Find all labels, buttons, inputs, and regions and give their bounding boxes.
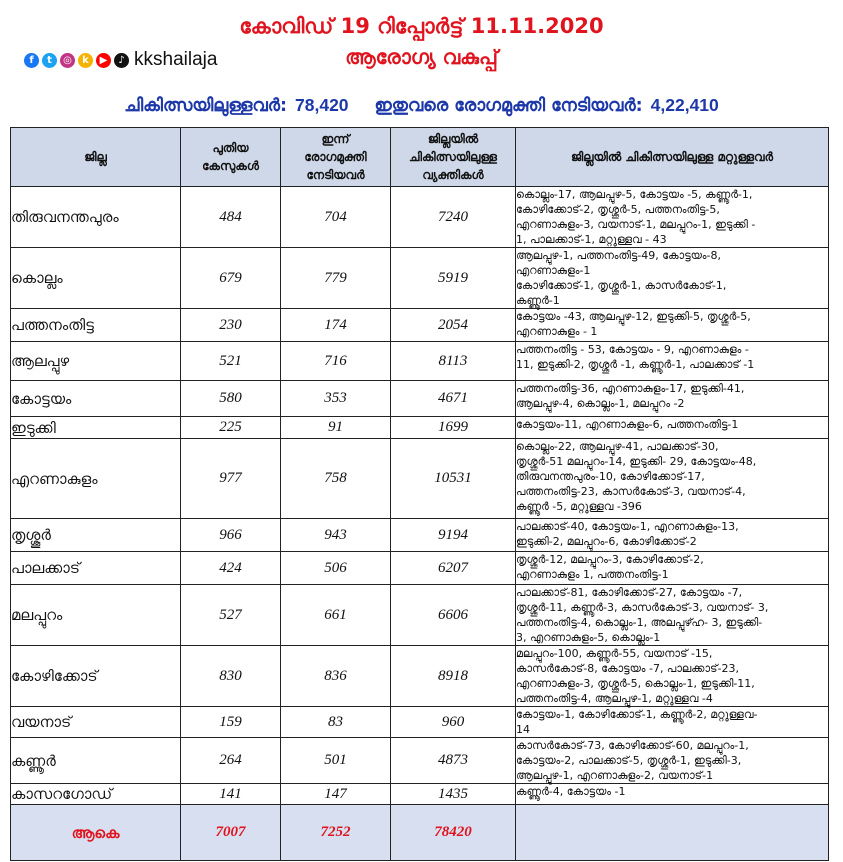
- recovered-cell: 716: [281, 342, 391, 381]
- others-line: തൃശ്ശൂർ-11, കണ്ണൂർ-3, കാസർകോട്-3, വയനാട്- 3,: [516, 601, 769, 614]
- others-line: പത്തനംതിട്ട-4, കൊല്ലം-1, അലപ്പുഴ്ഹ- 3, ഇടുക്കി-: [516, 616, 763, 629]
- table-row: [11, 417, 829, 439]
- others-line: കോഴിക്കോട്-2, തൃശ്ശൂർ-5, പത്തനംതിട്ട-5,: [516, 203, 720, 216]
- others-line: പാലക്കാട്-40, കോട്ടയം-1, എറണാകുളം-13,: [516, 520, 739, 533]
- others-cell: [516, 309, 829, 342]
- report-title: കോവിഡ് 19 റിപ്പോർട്ട് 11.11.2020: [239, 14, 604, 38]
- total-label: ആകെ: [11, 805, 181, 861]
- district-cell: തിരുവനന്തപുരം: [11, 187, 181, 248]
- recovered-cell: 174: [281, 309, 391, 342]
- active-cell: 4873: [391, 738, 516, 784]
- new-cases-cell: 264: [181, 738, 281, 784]
- recovered-cell: 91: [281, 417, 391, 439]
- district-cell: ആലപ്പുഴ: [11, 342, 181, 381]
- district-cell: പാലക്കാട്: [11, 552, 181, 585]
- others-line: ആലപ്പുഴ-1, പത്തനംതിട്ട-49, കോട്ടയം-8,: [516, 249, 721, 262]
- others-cell: [516, 381, 829, 417]
- table-row: [11, 439, 829, 519]
- others-line: തൃശ്ശൂർ-51 മലപ്പുറം-14, ഇടുക്കി- 29, കോട്ടയം-48,: [516, 455, 757, 468]
- facebook-icon: f: [24, 53, 39, 68]
- others-cell: [516, 417, 829, 439]
- others-line: കോട്ടയം-11, എറണാകുളം-6, പത്തനംതിട്ട-1: [516, 418, 739, 431]
- others-line: പത്തനംതിട്ട-4, ആലപ്പുഴ-1, മറ്റുള്ളവ -4: [516, 692, 713, 705]
- new-cases-cell: 484: [181, 187, 281, 248]
- tiktok-icon: ♪: [114, 53, 129, 68]
- column-header: പുതിയ കേസുകൾ: [181, 128, 281, 187]
- others-line: കോട്ടയം-2, പാലക്കാട്-5, തൃശ്ശൂർ-1, ഇടുക്കി-3,: [516, 754, 742, 767]
- table-row: [11, 585, 829, 646]
- others-line: കോട്ടയം -43, ആലപ്പുഴ-12, ഇടുക്കി-5, തൃശ്ശൂർ-5,: [516, 310, 751, 323]
- district-cell: കണ്ണൂർ: [11, 738, 181, 784]
- table-header-row: [11, 128, 829, 187]
- active-cell: 960: [391, 707, 516, 738]
- new-cases-cell: 580: [181, 381, 281, 417]
- others-cell: [516, 519, 829, 552]
- new-cases-cell: 159: [181, 707, 281, 738]
- others-line: തിരുവനന്തപുരം-10, കോഴിക്കോട്-17,: [516, 470, 705, 483]
- new-cases-cell: 141: [181, 784, 281, 805]
- table-row: [11, 381, 829, 417]
- active-cell: 6207: [391, 552, 516, 585]
- others-line: പത്തനംതിട്ട - 53, കോട്ടയം - 9, എറണാകുളം -: [516, 343, 749, 356]
- table-row: [11, 309, 829, 342]
- active-cell: 1435: [391, 784, 516, 805]
- report-subtitle: ആരോഗ്യ വകുപ്പ്: [345, 45, 498, 69]
- table-row: [11, 519, 829, 552]
- others-line: 1, പാലക്കാട്-1, മറ്റുള്ളവ - 43: [516, 233, 667, 246]
- table-row: [11, 187, 829, 248]
- new-cases-cell: 830: [181, 646, 281, 707]
- others-line: എറണാകുളം-3, വയനാട്-1, മലപ്പുറം-1, ഇടുക്കി -: [516, 218, 756, 231]
- district-cell: ഇടുക്കി: [11, 417, 181, 439]
- new-cases-cell: 225: [181, 417, 281, 439]
- others-line: കോട്ടയം-1, കോഴിക്കോട്-1, കണ്ണൂർ-2, മറ്റുള്ളവ-: [516, 708, 758, 721]
- others-line: തൃശ്ശൂർ-12, മലപ്പുറം-3, കോഴിക്കോട്-2,: [516, 553, 704, 566]
- district-cell: കാസറഗോഡ്: [11, 784, 181, 805]
- new-cases-cell: 527: [181, 585, 281, 646]
- under-treatment-label: ചികിത്സയിലുള്ളവർ:: [124, 96, 288, 116]
- new-cases-cell: 679: [181, 248, 281, 309]
- others-cell: [516, 784, 829, 805]
- social-handle: kkshailaja: [134, 49, 218, 70]
- total-row: [11, 805, 829, 861]
- others-cell: [516, 585, 829, 646]
- new-cases-cell: 966: [181, 519, 281, 552]
- others-line: കോഴിക്കോട്-1, തൃശ്ശൂർ-1, കാസർകോട്-1,: [516, 279, 727, 292]
- others-cell: [516, 707, 829, 738]
- column-header: ജില്ലയിൽ ചികിത്സയിലുള്ള വ്യക്തികൾ: [391, 128, 516, 187]
- others-line: ഇടുക്കി-2, മലപ്പുറം-6, കോഴിക്കോട്-2: [516, 535, 697, 548]
- others-line: എറണാകുളം-1: [516, 264, 591, 277]
- others-line: കൊല്ലം-22, ആലപ്പുഴ-41, പാലക്കാട്-30,: [516, 440, 719, 453]
- others-line: കണ്ണൂർ-4, കോട്ടയം -1: [516, 785, 626, 798]
- table-row: [11, 342, 829, 381]
- recovered-cell: 704: [281, 187, 391, 248]
- others-line: കണ്ണൂർ -5, മറ്റുള്ളവ -396: [516, 500, 642, 513]
- active-cell: 10531: [391, 439, 516, 519]
- recovered-cell: 758: [281, 439, 391, 519]
- others-line: ആലപ്പുഴ-4, കൊല്ലം-1, മലപ്പുറം -2: [516, 397, 685, 410]
- others-line: കൊല്ലം-17, ആലപ്പുഴ-5, കോട്ടയം -5, കണ്ണൂർ-1,: [516, 188, 753, 201]
- total-new-cases: 7007: [181, 805, 281, 861]
- column-header: ഇന്ന് രോഗമുക്തി നേടിയവർ: [281, 128, 391, 187]
- district-cell: എറണാകുളം: [11, 439, 181, 519]
- district-cell: കൊല്ലം: [11, 248, 181, 309]
- table-row: [11, 646, 829, 707]
- new-cases-cell: 977: [181, 439, 281, 519]
- recovered-cell: 779: [281, 248, 391, 309]
- others-line: 14: [516, 723, 530, 736]
- others-line: കാസർകോട്-8, കോട്ടയം -7, പാലക്കാട്-23,: [516, 662, 739, 675]
- others-cell: [516, 248, 829, 309]
- active-cell: 2054: [391, 309, 516, 342]
- recovered-cell: 501: [281, 738, 391, 784]
- new-cases-cell: 230: [181, 309, 281, 342]
- others-cell: [516, 439, 829, 519]
- district-cell: കോട്ടയം: [11, 381, 181, 417]
- new-cases-cell: 424: [181, 552, 281, 585]
- district-cell: തൃശ്ശൂർ: [11, 519, 181, 552]
- column-header: ജില്ലയിൽ ചികിത്സയിലുള്ള മറ്റുള്ളവർ: [516, 128, 829, 187]
- others-line: മലപ്പുറം-100, കണ്ണൂർ-55, വയനാട് -15,: [516, 647, 713, 660]
- recovered-cell: 943: [281, 519, 391, 552]
- column-header: ജില്ല: [11, 128, 181, 187]
- others-line: എറണാകുളം 1, പത്തനംതിട്ട-1: [516, 568, 669, 581]
- others-line: 3, എറണാകുളം-5, കൊല്ലം-1: [516, 631, 661, 644]
- total-others-cell: [516, 805, 829, 861]
- others-cell: [516, 187, 829, 248]
- table-row: [11, 552, 829, 585]
- active-cell: 8113: [391, 342, 516, 381]
- others-line: ആലപ്പുഴ-1, എറണാകുളം-2, വയനാട്-1: [516, 769, 714, 782]
- district-cell: മലപ്പുറം: [11, 585, 181, 646]
- active-cell: 5919: [391, 248, 516, 309]
- total-recovered: 7252: [281, 805, 391, 861]
- recovered-cell: 83: [281, 707, 391, 738]
- instagram-icon: ◎: [60, 53, 75, 68]
- active-cell: 7240: [391, 187, 516, 248]
- table-row: [11, 707, 829, 738]
- others-line: പത്തനംതിട്ട-23, കാസർകോട്-3, വയനാട്-4,: [516, 485, 746, 498]
- table-row: [11, 738, 829, 784]
- twitter-icon: t: [42, 53, 57, 68]
- active-cell: 4671: [391, 381, 516, 417]
- under-treatment-value: 78,420: [295, 95, 349, 115]
- summary-line: [0, 95, 843, 116]
- district-cell: കോഴിക്കോട്: [11, 646, 181, 707]
- recovered-cell: 836: [281, 646, 391, 707]
- others-cell: [516, 738, 829, 784]
- youtube-icon: ▶: [96, 53, 111, 68]
- new-cases-cell: 521: [181, 342, 281, 381]
- recovered-cell: 506: [281, 552, 391, 585]
- district-table: [10, 127, 829, 861]
- others-cell: [516, 552, 829, 585]
- recovered-cell: 353: [281, 381, 391, 417]
- recovered-label: ഇതുവരെ രോഗമുക്തി നേടിയവർ:: [374, 96, 643, 116]
- others-line: പത്തനംതിട്ട-36, എറണാകുളം-17, ഇടുക്കി-41,: [516, 382, 745, 395]
- active-cell: 1699: [391, 417, 516, 439]
- recovered-value: 4,22,410: [650, 95, 719, 115]
- others-line: എറണാകുളം-3, തൃശ്ശൂർ-5, കൊല്ലം-1, ഇടുക്കി-11,: [516, 677, 755, 690]
- others-line: 11, ഇടുക്കി-2, തൃശ്ശൂർ -1, കണ്ണൂർ-1, പാലക്കാട് -1: [516, 358, 755, 371]
- others-line: പാലക്കാട്-81, കോഴിക്കോട്-27, കോട്ടയം -7,: [516, 586, 743, 599]
- others-line: കാസർകോട്-73, കോഴിക്കോട്-60, മലപ്പുറം-1,: [516, 739, 749, 752]
- active-cell: 9194: [391, 519, 516, 552]
- table-row: [11, 784, 829, 805]
- others-line: എറണാകുളം - 1: [516, 325, 598, 338]
- koo-icon: k: [78, 53, 93, 68]
- others-cell: [516, 646, 829, 707]
- total-active: 78420: [391, 805, 516, 861]
- others-cell: [516, 342, 829, 381]
- active-cell: 6606: [391, 585, 516, 646]
- recovered-cell: 147: [281, 784, 391, 805]
- district-cell: പത്തനംതിട്ട: [11, 309, 181, 342]
- active-cell: 8918: [391, 646, 516, 707]
- recovered-cell: 661: [281, 585, 391, 646]
- district-cell: വയനാട്: [11, 707, 181, 738]
- others-line: കണ്ണൂർ-1: [516, 294, 560, 307]
- table-row: [11, 248, 829, 309]
